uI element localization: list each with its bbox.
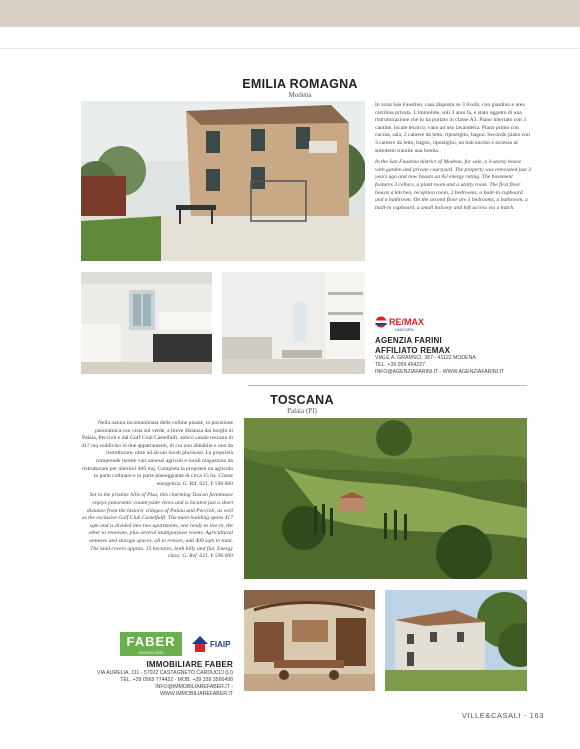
agency-faber-block <box>81 660 233 698</box>
remax-logo <box>375 316 429 332</box>
farmhouse-exterior-photo <box>385 590 527 691</box>
toscana-text-en: Set in the pristine hills of Pisa, this charming Tuscan farmhouse enjoys panoramic countryside views and is located just a short distance from the historic villages of Palaia and Peccioli, as well as the exclusive Golf Club Castelfalfi. The main building spans 417 sqm and is divided into two apartments, one ready to live in, the other to renovate, plus several multipurpose rooms. Agricultural annexes and storage spaces, all to restore, add 400 sqm in total. The land covers approx. 15 hectares, both hilly and flat. Energy class: G. Ref. 621. € 590.000 <box>81 492 233 560</box>
top-band <box>0 0 580 27</box>
living-room-photo <box>222 272 365 374</box>
agency-name-1: AGENZIA FARINI <box>375 336 442 345</box>
agency-faber-address: VIA AURELIA, 111 - 57022 CASTAGNETO CARDUCCI (LI) <box>97 669 233 676</box>
fiaip-logo-text: FIAIP <box>210 640 231 649</box>
agency-contact-link[interactable]: INFO@AGENZIAFARINI.IT - WWW.AGENZIAFARINI.IT <box>375 369 505 375</box>
remax-logo-text: RE/MAX <box>389 317 425 327</box>
emilia-text-it: In zona San Faustino, casa disposta su 3 livelli, con giardino e area cortilina privata. L'immobile, soli 3 anni fa, è stato oggetto di una ristrutturazione che lo ha portato in classe A3. Piano interrato con 3 cantine, locale tecnico, vano ad uso lavanderia. Piano primo con cucina, sala, 2 camere da letto, ripostiglio, bagno. Secondo piano con 3 camere da letto, bagno, ripostiglio, un balconcino e accesso al sottotetto tramite una botola. <box>375 102 530 154</box>
page-footer: VILLE&CASALI - 163 <box>461 711 544 720</box>
house-photo <box>81 101 365 261</box>
header-rule <box>0 48 580 49</box>
section-divider <box>248 385 527 386</box>
section-title-emilia: EMILIA ROMAGNA <box>242 77 358 91</box>
remax-balloon-icon <box>376 317 387 328</box>
agency-name-2: AFFILIATO REMAX <box>375 345 451 355</box>
agency-faber-contact-link[interactable]: INFO@IMMOBILIAREFABER.IT - WWW.IMMOBILIAREFABER.IT <box>155 683 233 697</box>
fiaip-house-icon <box>192 636 208 652</box>
section-location-toscana: Palaia (PI) <box>287 407 317 415</box>
toscana-description <box>81 420 233 561</box>
emilia-text-en: In the San Faustino district of Modena, for sale, a 3-storey house with garden and private courtyard. The property was renovated just 3 years ago and now boasts an A3 energy rating. The basement features 3 cellars, a plant room and a utility room. The first floor boasts a kitchen, reception room, 2 bedrooms, a built-in cupboard and a bathroom. On the second floor are 3 bedrooms, a bathroom, a built-in cupboard, a small balcony and loft access via a hatch. <box>375 159 531 211</box>
faber-logo-text: FABER <box>126 634 176 649</box>
faber-logo <box>120 632 182 656</box>
agency-faber-name: IMMOBILIARE FABER <box>146 660 233 669</box>
interior-kitchen-photo <box>244 590 375 691</box>
fiaip-logo <box>190 632 232 654</box>
aerial-farmhouse-photo <box>244 418 527 579</box>
kitchen-photo <box>81 272 212 374</box>
section-location-emilia: Modena <box>288 91 312 99</box>
remax-logo-sub: UNICORN <box>395 327 414 332</box>
section-title-toscana: TOSCANA <box>270 393 334 407</box>
faber-logo-sub: IMMOBILIARE <box>138 651 164 655</box>
agency-faber-tel: TEL. +39 0565 774422 - MOB. +39 339 3566498 <box>120 676 233 683</box>
agency-address: VIALE A. GRAMSCI, 387 - 41122 MODENA <box>375 355 476 361</box>
agency-tel: TEL. +39 059 454227 <box>375 362 426 368</box>
toscana-text-it: Nella natura incontaminata delle colline pisane, in posizione panoramica con vista sul verde, a breve distanza dai borghi di Palaia, Peccioli e dal Golf Club Castelfalfi, antico casale toscano di 417 mq suddiviso in due appartamenti, di cui uno abitabile e uno da ristrutturare, oltre ad alcuni locali plurisuso. La proprietà comprende inoltre vari annessi agricoli e locali magazzino da ristrutturare per ulteriori 400 mq. Completa la proprietà un agricolo in parte collinare e in parte pianeggiante di circa 15 ha. Classe energetica: G. Rif. 621. € 590.000 <box>81 420 233 487</box>
emilia-description <box>375 102 531 212</box>
agency-farini-block <box>375 336 545 376</box>
